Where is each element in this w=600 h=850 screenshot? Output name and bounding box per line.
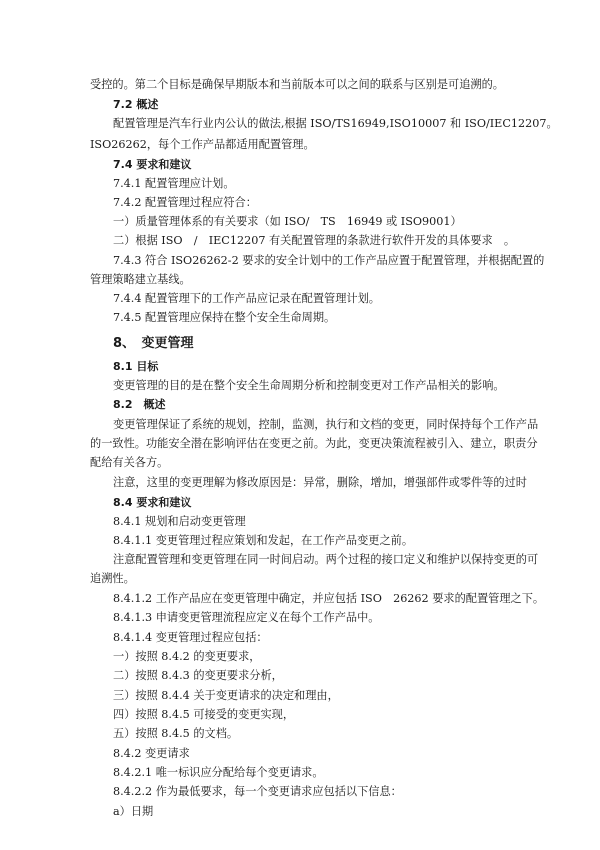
- clause-8-4-2-2: 8.4.2.2 作为最低要求，每一个变更请求应包括以下信息：: [113, 785, 402, 798]
- list-item: 一）质量管理体系的有关要求（如 ISO/ TS 16949 或 ISO9001）: [113, 215, 462, 228]
- list-item: 二）按照 8.4.3 的变更要求分析，: [113, 669, 283, 682]
- paragraph-line: 受控的。第二个目标是确保早期版本和当前版本可以之间的联系与区别是可追溯的。: [90, 78, 504, 91]
- clause-8-4-1-4: 8.4.1.4 变更管理过程应包括：: [113, 631, 268, 644]
- list-item: 四）按照 8.4.5 可接受的变更实现，: [113, 708, 295, 721]
- paragraph-line: 变更管理保证了系统的规划，控制，监测，执行和文档的变更，同时保持每个工作产品: [113, 418, 539, 431]
- clause-8-4-2: 8.4.2 变更请求: [113, 747, 190, 760]
- heading-7-2: 7.2 概述: [113, 98, 159, 111]
- clause-8-4-2-1: 8.4.2.1 唯一标识应分配给每个变更请求。: [113, 766, 324, 779]
- clause-8-4-1-2: 8.4.1.2 工作产品应在变更管理中确定，并应包括 ISO 26262 要求的配置管理之下。: [113, 592, 545, 605]
- paragraph-line: 变更管理的目的是在整个安全生命周期分析和控制变更对工作产品相关的影响。: [113, 379, 505, 392]
- clause-8-4-1-1: 8.4.1.1 变更管理过程应策划和发起，在工作产品变更之前。: [113, 534, 414, 547]
- heading-8-2: 8.2 概述: [113, 398, 166, 411]
- list-item: 一）按照 8.4.2 的变更要求，: [113, 650, 261, 663]
- note-line: 注意配置管理和变更管理在同一时间启动。两个过程的接口定义和维护以保持变更的可: [113, 553, 539, 566]
- list-item: 三）按照 8.4.4 关于变更请求的决定和理由，: [113, 689, 339, 702]
- section-heading-8: 8、 变更管理: [113, 336, 194, 351]
- list-item: a）日期: [113, 805, 154, 818]
- paragraph-line: 配置管理是汽车行业内公认的做法,根据 ISO/TS16949,ISO10007 和 ISO/IEC12207。: [113, 117, 558, 130]
- clause-8-4-1: 8.4.1 规划和启动变更管理: [113, 515, 246, 528]
- list-item: 五）按照 8.4.5 的文档。: [113, 727, 239, 740]
- clause-7-4-5: 7.4.5 配置管理应保持在整个安全生命周期。: [113, 311, 336, 324]
- heading-8-1: 8.1 目标: [113, 360, 159, 373]
- clause-7-4-4: 7.4.4 配置管理下的工作产品应记录在配置管理计划。: [113, 292, 380, 305]
- clause-7-4-2: 7.4.2 配置管理过程应符合：: [113, 196, 257, 209]
- list-item: 二）根据 ISO / IEC12207 有关配置管理的条款进行软件开发的具体要求 。: [113, 234, 516, 247]
- paragraph-line: 的一致性。功能安全潜在影响评估在变更之前。为此，变更决策流程被引入、建立，职责分: [90, 437, 538, 450]
- note-line: 注意，这里的变更理解为修改原因是：异常，删除，增加，增强部件或零件等的过时: [113, 476, 527, 489]
- clause-8-4-1-3: 8.4.1.3 申请变更管理流程应定义在每个工作产品中。: [113, 611, 380, 624]
- clause-7-4-1: 7.4.1 配置管理应计划。: [113, 177, 235, 190]
- paragraph-line: 追溯性。: [90, 572, 135, 585]
- clause-7-4-3: 7.4.3 符合 ISO26262-2 要求的安全计划中的工作产品应置于配置管理，并根据配置的: [113, 254, 545, 267]
- heading-7-4: 7.4 要求和建议: [113, 158, 192, 171]
- paragraph-line: 管理策略建立基线。: [90, 273, 191, 286]
- paragraph-line: ISO26262，每个工作产品都适用配置管理。: [90, 138, 315, 151]
- heading-8-4: 8.4 要求和建议: [113, 496, 192, 509]
- paragraph-line: 配给有关各方。: [90, 456, 169, 469]
